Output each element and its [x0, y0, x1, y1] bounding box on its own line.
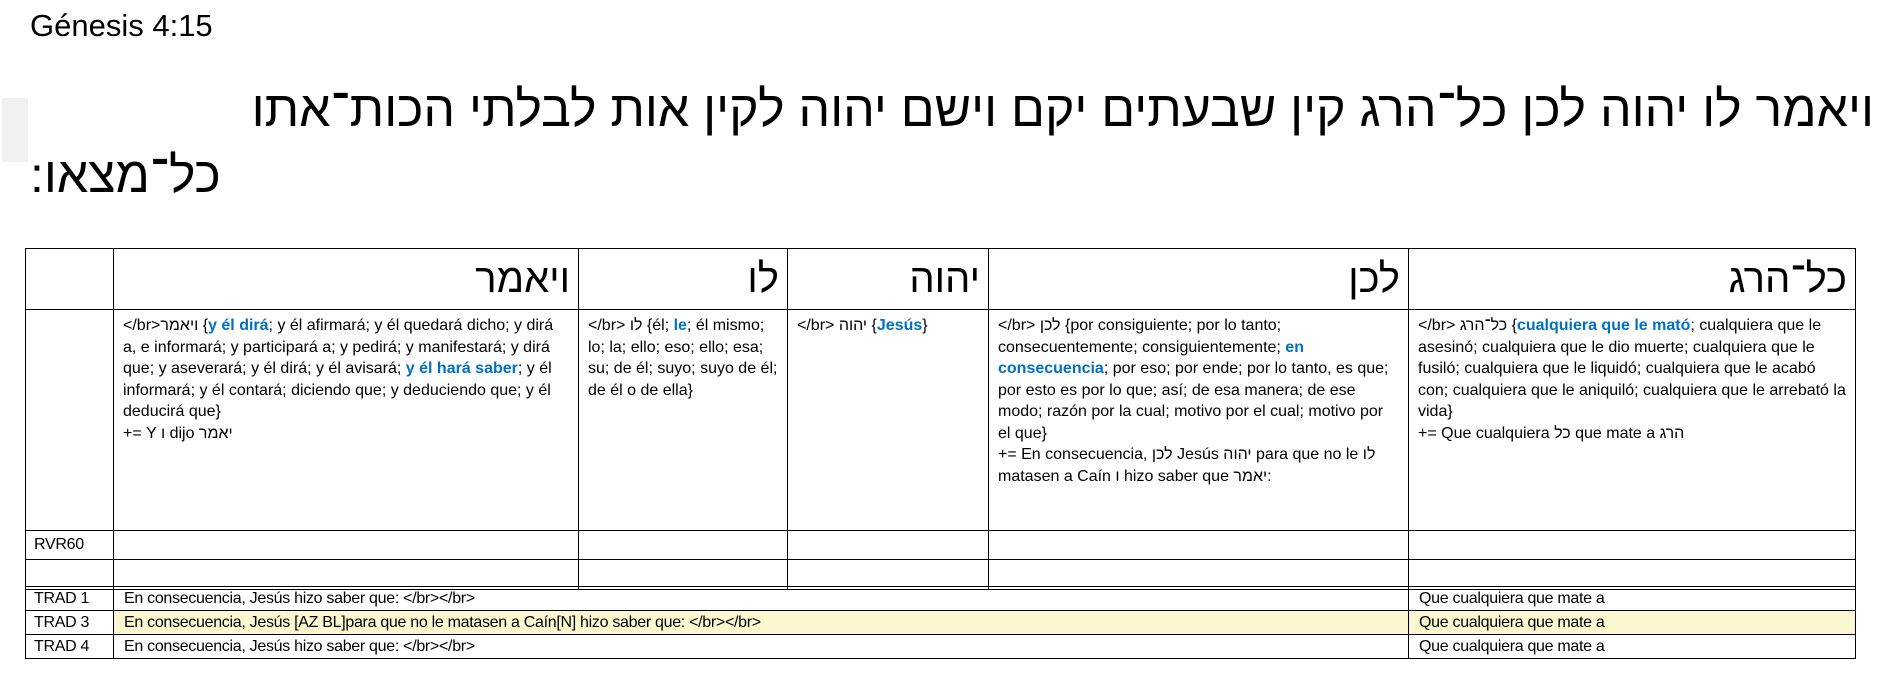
gloss-row	[26, 310, 1856, 531]
gloss-cell-lachen[interactable]	[989, 310, 1409, 531]
trad-row-text[interactable]: En consecuencia, Jesús hizo saber que: </br></br>	[114, 587, 1409, 611]
header-cell-lo[interactable]: לו	[579, 249, 788, 310]
trad-row-label[interactable]: TRAD 4	[26, 635, 114, 659]
gloss-text-segment: += Que cualquiera כל que mate a הרג	[1418, 424, 1685, 442]
empty-cell[interactable]	[1409, 560, 1856, 590]
rvr60-label[interactable]: RVR60	[26, 531, 114, 560]
rvr60-cell[interactable]	[579, 531, 788, 560]
gloss-text-segment: </br> לו {él;	[588, 317, 674, 334]
gloss-text-segment: </br> יהוה {	[797, 317, 877, 334]
gloss-text-segment: ; por eso; por ende; por lo tanto, es que; por esto es por lo que; así; de esa manera; de ese modo; razón por la cual; motivo por el cual; motivo por el que}	[998, 360, 1389, 442]
gloss-text-segment: </br> כל־הרג {	[1418, 317, 1517, 334]
gloss-highlighted-segment: Jesús	[876, 317, 923, 334]
trad-row-label[interactable]: TRAD 1	[26, 587, 114, 611]
gloss-highlighted-segment: le	[673, 317, 687, 334]
interlinear-table	[25, 248, 1856, 590]
header-cell-lachen[interactable]: לכן	[989, 249, 1409, 310]
gloss-cell-vayomer[interactable]	[114, 310, 579, 531]
gloss-cell-kol-horeg[interactable]	[1409, 310, 1856, 531]
rvr60-cell[interactable]	[1409, 531, 1856, 560]
header-cell-empty[interactable]	[26, 249, 114, 310]
trad-row	[26, 635, 1856, 659]
hebrew-verse-line-2: כל־מצאו:	[30, 147, 221, 203]
gloss-text-segment: ; cualquiera que le asesinó; cualquiera que le dio muerte; cualquiera que le fusiló; cualquiera que le liquidó; cualquiera que le acabó con; cualquiera que le aniquiló; cualquiera que le arrebató la vida}	[1418, 317, 1846, 420]
rvr60-row	[26, 531, 1856, 560]
gloss-text-segment: ; y él informará; y él contará; diciendo que; y deduciendo que; y él deducirá que}	[123, 360, 552, 420]
header-cell-yhwh[interactable]: יהוה	[788, 249, 989, 310]
gloss-highlighted-segment: y él hará saber	[405, 360, 518, 377]
gloss-highlighted-segment: cualquiera que le mató	[1516, 317, 1691, 334]
hebrew-header-row	[26, 249, 1856, 310]
translations-table	[25, 586, 1856, 659]
trad-row-text[interactable]: En consecuencia, Jesús hizo saber que: </br></br>	[114, 635, 1409, 659]
trad-row	[26, 611, 1856, 635]
rvr60-cell[interactable]	[788, 531, 989, 560]
empty-cell[interactable]	[579, 560, 788, 590]
rvr60-cell[interactable]	[114, 531, 579, 560]
header-cell-kol-horeg[interactable]: כל־הרג	[1409, 249, 1856, 310]
trad-row	[26, 587, 1856, 611]
gloss-text-segment: += En consecuencia, לכן Jesús יהוה para que no le לו matasen a Caín ו hizo saber que יאמר:	[998, 446, 1376, 485]
header-cell-vayomer[interactable]: ויאמר	[114, 249, 579, 310]
gloss-text-segment: ; él mismo; lo; la; ello; eso; ello; esa; su; de él; suyo; suyo de él; de él o de ella}	[588, 317, 778, 399]
trad-row-right-text[interactable]: Que cualquiera que mate a	[1409, 611, 1856, 635]
empty-cell[interactable]	[989, 560, 1409, 590]
hebrew-verse-line-1: ויאמר לו יהוה לכן כל־הרג קין שבעתים יקם וישם יהוה לקין אות לבלתי הכות־אתו	[251, 81, 1874, 137]
gloss-text-segment: += Y ו dijo יאמר	[123, 424, 233, 442]
gloss-cell-lo[interactable]	[579, 310, 788, 531]
gloss-cell-yhwh[interactable]	[788, 310, 989, 531]
gloss-text-segment: </br> לכן {por consiguiente; por lo tanto; consecuentemente; consiguientemente;	[998, 317, 1286, 356]
empty-row	[26, 560, 1856, 590]
hebrew-verse	[0, 76, 1882, 208]
trad-row-label[interactable]: TRAD 3	[26, 611, 114, 635]
empty-cell[interactable]	[788, 560, 989, 590]
gloss-text-segment: }	[922, 317, 928, 334]
gloss-cell-empty[interactable]	[26, 310, 114, 531]
rvr60-cell[interactable]	[989, 531, 1409, 560]
gloss-highlighted-segment: y él dirá	[208, 317, 269, 334]
trad-row-right-text[interactable]: Que cualquiera que mate a	[1409, 635, 1856, 659]
gloss-text-segment: ; y él afirmará; y él quedará dicho; y dirá a, e informará; y participará a; y pedirá; y manifestará; y dirá que; y aseverará; y él dirá; y él avisará;	[123, 317, 554, 377]
page-title: Génesis 4:15	[30, 8, 213, 43]
gloss-text-segment: </br>ויאמר {	[123, 317, 209, 334]
empty-cell[interactable]	[26, 560, 114, 590]
empty-cell[interactable]	[114, 560, 579, 590]
trad-row-text[interactable]: En consecuencia, Jesús [AZ BL]para que no le matasen a Caín[N] hizo saber que: </br></br>	[114, 611, 1409, 635]
trad-row-right-text[interactable]: Que cualquiera que mate a	[1409, 587, 1856, 611]
gloss-highlighted-segment: en consecuencia	[998, 338, 1304, 377]
